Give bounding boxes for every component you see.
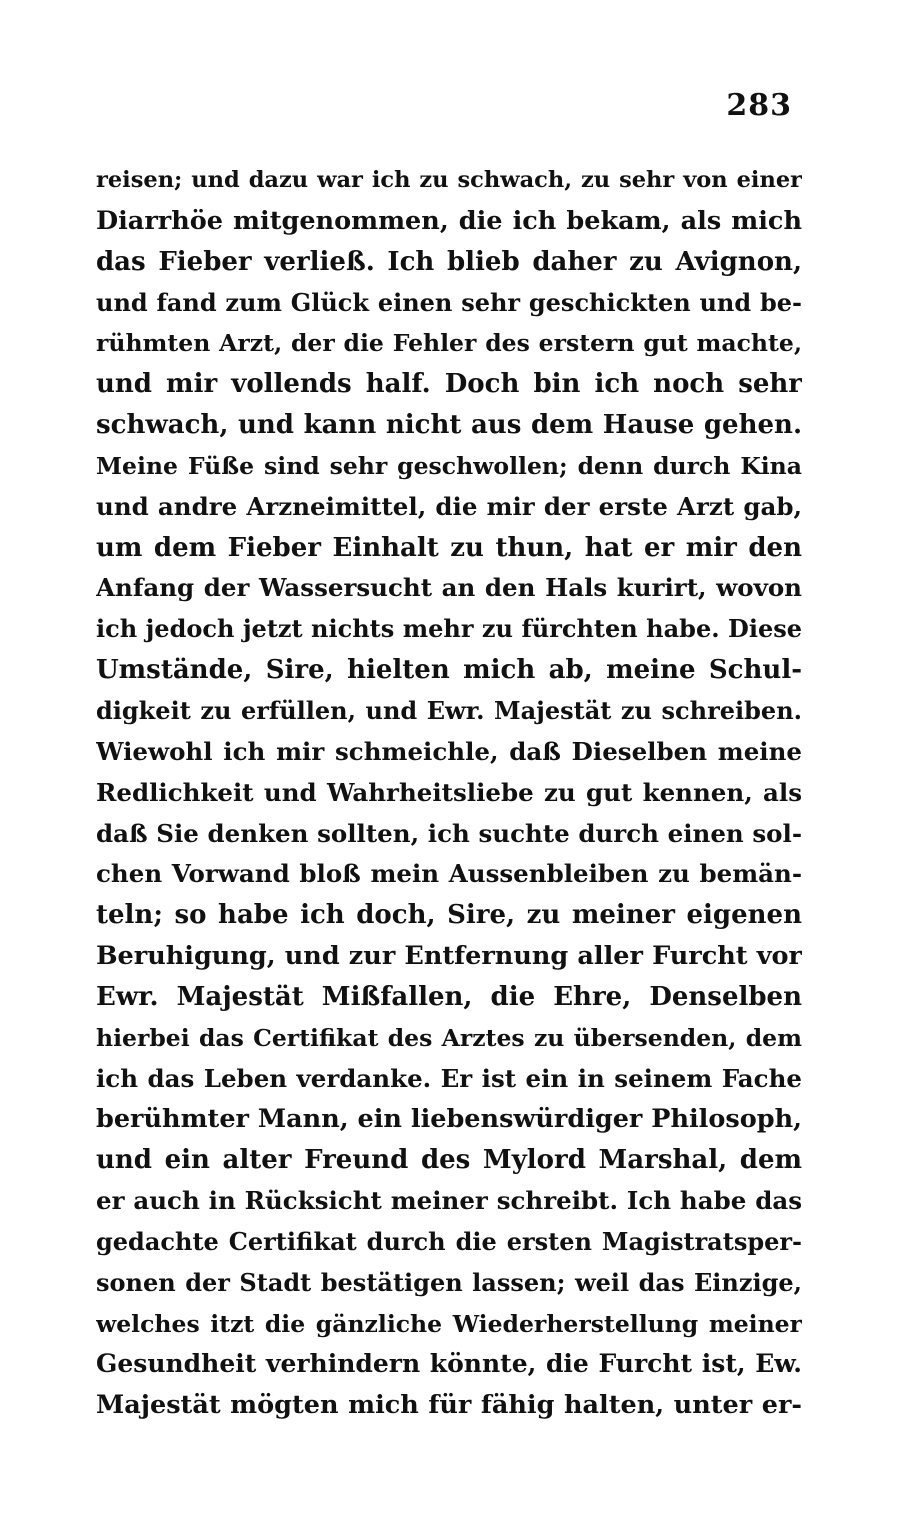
text-line: daß Sie denken sollten, ich suchte durch einen sol- — [96, 818, 802, 848]
text-line: ich jedoch jetzt nichts mehr zu fürchten habe. Diese — [96, 614, 802, 644]
text-line: Redlichkeit und Wahrheitsliebe zu gut kennen, als — [96, 777, 802, 807]
text-line: welches itzt die gänzliche Wiederherstellung meiner — [96, 1309, 802, 1338]
text-line: und fand zum Glück einen sehr geschickten und be- — [96, 287, 802, 317]
text-line: Ewr. Majestät Mißfallen, die Ehre, Denselben — [96, 981, 802, 1012]
text-line: Meine Füße sind sehr geschwollen; denn durch Kina — [96, 451, 802, 480]
text-line: um dem Fieber Einhalt zu thun, hat er mir den — [96, 532, 802, 563]
text-line: Beruhigung, und zur Entfernung aller Furcht vor — [96, 941, 802, 972]
text-line: chen Vorwand bloß mein Aussenbleiben zu bemän- — [96, 859, 802, 889]
text-line: Diarrhöe mitgenommen, die ich bekam, als mich — [96, 205, 802, 236]
body-text — [96, 160, 802, 1426]
text-line: teln; so habe ich doch, Sire, zu meiner eigenen — [96, 900, 802, 931]
text-line: Anfang der Wassersucht an den Hals kurirt, wovon — [96, 573, 802, 603]
text-line: und andre Arzneimittel, die mir der erste Arzt gab, — [96, 491, 802, 521]
page-number: 283 — [726, 88, 792, 123]
text-line: das Fieber verließ. Ich blieb daher zu Avignon, — [96, 246, 802, 277]
text-line: berühmter Mann, ein liebenswürdiger Philosoph, — [96, 1104, 802, 1135]
text-line: digkeit zu erfüllen, und Ewr. Majestät zu schreiben. — [96, 695, 802, 725]
text-line: Majestät mögten mich für fähig halten, unter er- — [96, 1390, 802, 1421]
text-line: Wiewohl ich mir schmeichle, daß Dieselben meine — [96, 736, 802, 766]
text-line: Umstände, Sire, hielten mich ab, meine Schul- — [96, 655, 802, 686]
text-line: reisen; und dazu war ich zu schwach, zu sehr von einer — [96, 167, 802, 193]
text-line: Gesundheit verhindern könnte, die Furcht ist, Ew. — [96, 1349, 802, 1379]
text-line: rühmten Arzt, der die Fehler des erstern gut machte, — [96, 329, 802, 358]
text-line: er auch in Rücksicht meiner schreibt. Ich habe das — [96, 1186, 802, 1216]
text-line: und ein alter Freund des Mylord Marshal, dem — [96, 1145, 802, 1176]
text-line: hierbei das Certifikat des Arztes zu übersenden, dem — [96, 1023, 802, 1052]
text-line: gedachte Certifikat durch die ersten Magistratsper- — [96, 1226, 802, 1256]
text-line: ich das Leben verdanke. Er ist ein in seinem Fache — [96, 1063, 802, 1093]
text-line: schwach, und kann nicht aus dem Hause gehen. — [96, 410, 802, 441]
text-line: und mir vollends half. Doch bin ich noch sehr — [96, 369, 802, 400]
text-line: sonen der Stadt bestätigen lassen; weil das Einzige, — [96, 1267, 802, 1297]
